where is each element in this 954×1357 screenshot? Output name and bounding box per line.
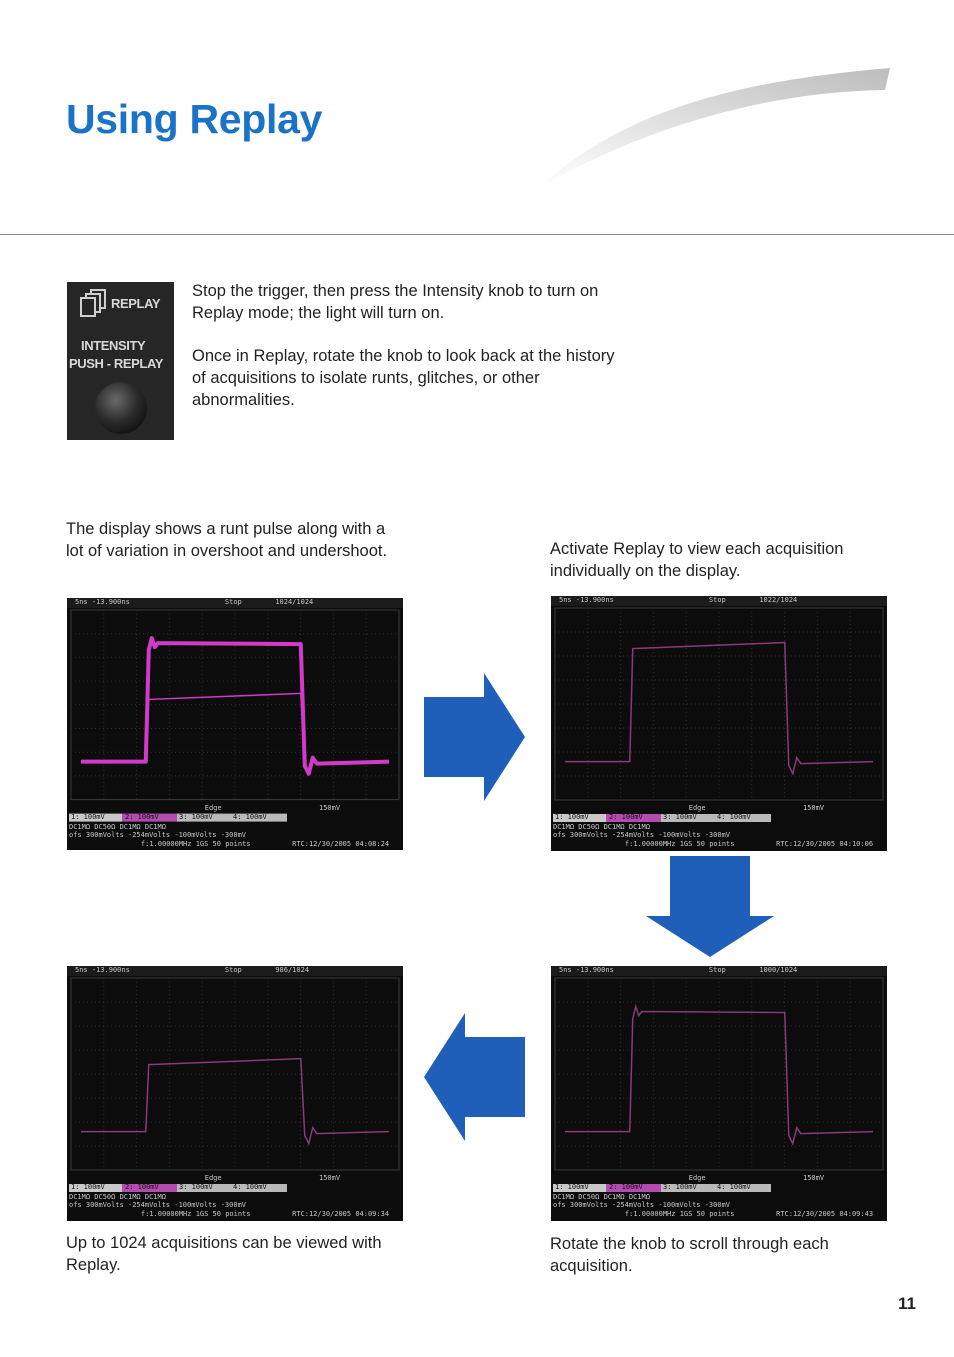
intensity-label: INTENSITY [81, 338, 146, 353]
scope-trigger-level: 150mV [319, 1174, 341, 1182]
scope-trigger-level: 150mV [803, 1174, 825, 1182]
scope-channel-4: 4: 100mV [233, 1183, 267, 1191]
scope-channel-2: 2: 100mV [609, 1183, 643, 1191]
scope-rtc: RTC:12/30/2005 04:09:43 [776, 1210, 874, 1218]
scope-timebase: 5ns -13.900ns [75, 966, 130, 974]
scope-coupling: DC1MΩ DC50Ω DC1MΩ DC1MΩ [69, 822, 166, 831]
arrow-down-icon [646, 856, 774, 958]
scope-channel-3: 3: 100mV [663, 1183, 697, 1191]
scope-channel-4: 4: 100mV [233, 812, 267, 821]
scope-offsets: ofs 300mVolts -254mVolts -100mVolts -300mV [69, 830, 247, 839]
replay-label: REPLAY [111, 296, 161, 311]
scope-acquisition-count: 986/1024 [275, 966, 310, 974]
scope-timebase: 5ns -13.900ns [559, 966, 614, 974]
intro-paragraph-2: Once in Replay, rotate the knob to look back at the history of acquisitions to isolate runts, glitches, or other abnormalities. [192, 347, 615, 409]
header-divider [0, 234, 954, 235]
caption-bottom-left: Up to 1024 acquisitions can be viewed with Replay. [66, 1234, 382, 1274]
scope-stop-status: Stop [224, 598, 242, 606]
scope-channel-4: 4: 100mV [717, 813, 751, 821]
scope-channel-3: 3: 100mV [179, 1183, 213, 1191]
scope-channel-2: 2: 100mV [609, 813, 643, 821]
scope-screen-replay-acquisition-3 [67, 966, 403, 1221]
scope-trigger-level: 150mV [319, 803, 341, 812]
scope-channel-3: 3: 100mV [179, 812, 213, 821]
page-number: 11 [898, 1294, 916, 1313]
scope-offsets: ofs 300mVolts -254mVolts -100mVolts -300mV [553, 831, 731, 839]
scope-offsets: ofs 300mVolts -254mVolts -100mVolts -300mV [69, 1201, 247, 1209]
scope-stop-status: Stop [224, 966, 242, 974]
scope-frequency: f:1.00000MHz 1GS 50 points [140, 1210, 251, 1218]
intro-paragraph-1: Stop the trigger, then press the Intensity knob to turn on Replay mode; the light will turn on. [192, 282, 599, 322]
scope-coupling: DC1MΩ DC50Ω DC1MΩ DC1MΩ [553, 1193, 650, 1201]
arrow-left-icon [424, 1013, 526, 1141]
scope-coupling: DC1MΩ DC50Ω DC1MΩ DC1MΩ [553, 823, 650, 831]
scope-channel-1: 1: 100mV [71, 1183, 105, 1191]
scope-timebase: 5ns -13.900ns [75, 598, 130, 606]
arrow-right-icon [424, 673, 526, 801]
scope-channel-3: 3: 100mV [663, 813, 697, 821]
scope-trigger-mode: Edge [688, 804, 706, 812]
scope-trigger-mode: Edge [688, 1174, 706, 1182]
page-title: Using Replay [66, 96, 323, 142]
scope-trigger-mode: Edge [204, 803, 222, 812]
caption-bottom-right: Rotate the knob to scroll through each acquisition. [550, 1235, 829, 1275]
scope-rtc: RTC:12/30/2005 04:09:34 [292, 1210, 390, 1218]
intensity-knob [89, 376, 153, 440]
scope-acquisition-count: 1000/1024 [759, 966, 798, 974]
replay-icon [79, 288, 109, 318]
scope-screen-replay-acquisition-2 [551, 966, 887, 1221]
push-replay-label: PUSH - REPLAY [69, 356, 164, 371]
scope-coupling: DC1MΩ DC50Ω DC1MΩ DC1MΩ [69, 1193, 166, 1201]
scope-channel-2: 2: 100mV [125, 1183, 159, 1191]
caption-top-left: The display shows a runt pulse along with a lot of variation in overshoot and undershoot. [66, 520, 388, 560]
scope-offsets: ofs 300mVolts -254mVolts -100mVolts -300mV [553, 1201, 731, 1209]
scope-channel-1: 1: 100mV [71, 812, 105, 821]
scope-acquisition-count: 1022/1024 [759, 596, 798, 604]
scope-acquisition-count: 1024/1024 [275, 598, 314, 606]
scope-trigger-mode: Edge [204, 1174, 222, 1182]
scope-channel-2: 2: 100mV [125, 812, 159, 821]
caption-top-right: Activate Replay to view each acquisition individually on the display. [550, 540, 844, 580]
scope-screen-replay-acquisition-1 [551, 596, 887, 851]
scope-stop-status: Stop [708, 596, 726, 604]
scope-channel-1: 1: 100mV [555, 813, 589, 821]
scope-rtc: RTC:12/30/2005 04:08:24 [292, 839, 390, 848]
scope-channel-1: 1: 100mV [555, 1183, 589, 1191]
scope-screen-runt-overlay [67, 598, 403, 850]
decorative-swoosh [520, 60, 900, 195]
scope-frequency: f:1.00000MHz 1GS 50 points [140, 839, 251, 848]
scope-frequency: f:1.00000MHz 1GS 50 points [624, 840, 735, 848]
scope-frequency: f:1.00000MHz 1GS 50 points [624, 1210, 735, 1218]
scope-stop-status: Stop [708, 966, 726, 974]
intensity-knob-photo [67, 282, 174, 440]
scope-rtc: RTC:12/30/2005 04:10:06 [776, 840, 874, 848]
scope-timebase: 5ns -13.900ns [559, 596, 614, 604]
scope-trigger-level: 150mV [803, 804, 825, 812]
scope-channel-4: 4: 100mV [717, 1183, 751, 1191]
